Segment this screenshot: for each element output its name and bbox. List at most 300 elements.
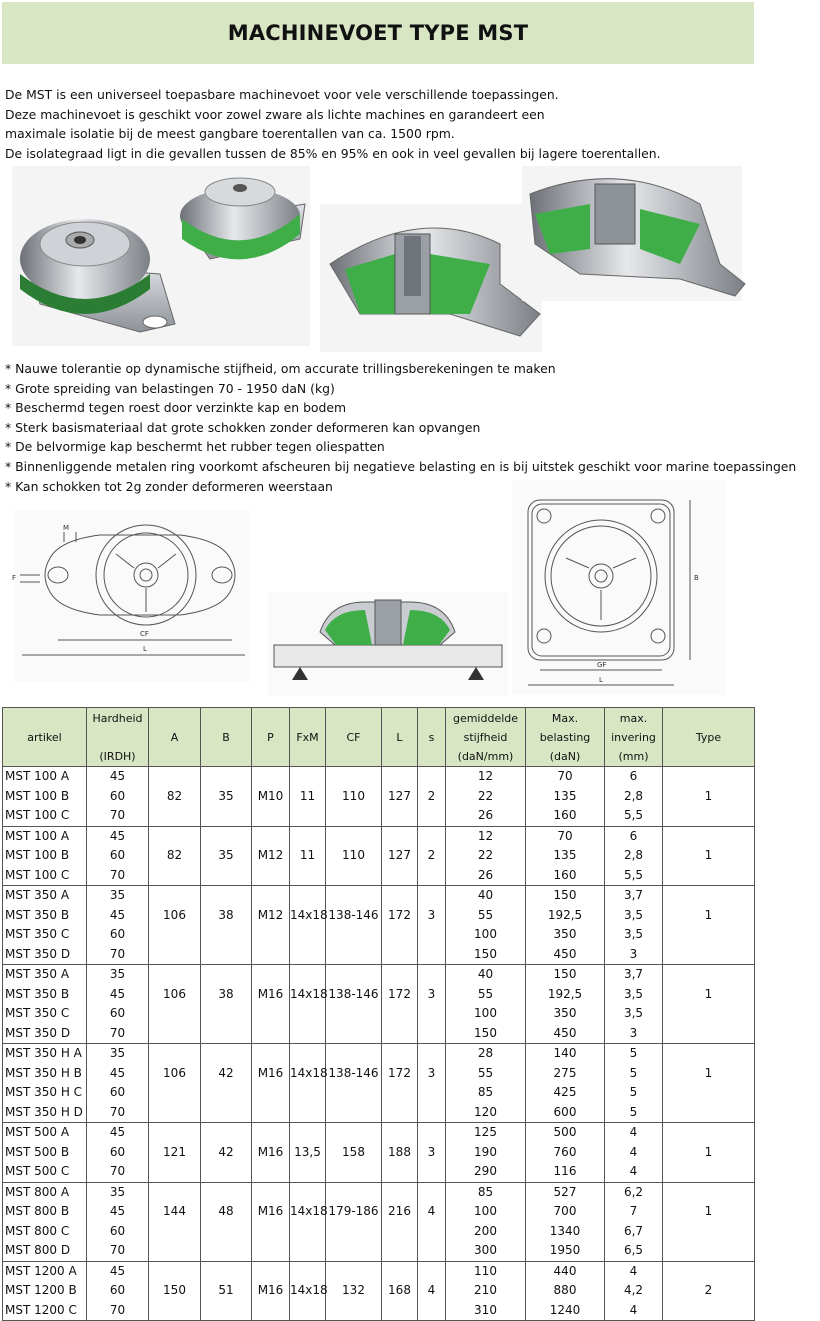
cell-type (663, 945, 755, 965)
cell-hardheid: 45 (87, 1202, 149, 1222)
cell-b (201, 965, 252, 985)
cell-cf (326, 1301, 382, 1321)
table-row (3, 1301, 755, 1321)
cell-a: 144 (149, 1202, 201, 1222)
cell-hardheid: 60 (87, 787, 149, 807)
cell-fxm (290, 925, 326, 945)
col-l: L (382, 708, 418, 767)
table-row (3, 1024, 755, 1044)
table-row (3, 1004, 755, 1024)
cell-s (418, 1261, 446, 1281)
cell-hardheid: 35 (87, 1182, 149, 1202)
table-row (3, 1261, 755, 1281)
cell-invering: 7 (605, 1202, 663, 1222)
cell-stijfheid: 55 (446, 985, 526, 1005)
col-p: P (252, 708, 290, 767)
spec-table-body (3, 767, 755, 1321)
drawing-label-f: F (12, 574, 17, 582)
cell-a (149, 1083, 201, 1103)
cell-type: 1 (663, 1064, 755, 1084)
drawing-label-l: L (143, 645, 147, 653)
cell-invering: 3,5 (605, 1004, 663, 1024)
cell-type (663, 1301, 755, 1321)
cell-cf: 138-146 (326, 985, 382, 1005)
cell-type (663, 767, 755, 787)
cell-fxm (290, 1083, 326, 1103)
cell-fxm (290, 1241, 326, 1261)
cell-s (418, 965, 446, 985)
cell-belasting: 275 (526, 1064, 605, 1084)
table-row (3, 985, 755, 1005)
cell-belasting: 760 (526, 1143, 605, 1163)
table-header-row (3, 708, 755, 767)
cell-invering: 5 (605, 1103, 663, 1123)
cell-l: 168 (382, 1281, 418, 1301)
col-stijfheid: gemiddelde stijfheid (daN/mm) (446, 708, 526, 767)
cell-invering: 3 (605, 1024, 663, 1044)
drawing-label-b: B (694, 574, 699, 582)
cell-hardheid: 70 (87, 1024, 149, 1044)
cell-invering: 4 (605, 1301, 663, 1321)
cell-belasting: 350 (526, 925, 605, 945)
cell-artikel: MST 350 H A (3, 1044, 87, 1064)
cell-stijfheid: 26 (446, 866, 526, 886)
cell-cf (326, 1241, 382, 1261)
cell-a (149, 1222, 201, 1242)
cell-artikel: MST 350 B (3, 906, 87, 926)
cell-type (663, 826, 755, 846)
cell-type: 1 (663, 787, 755, 807)
cell-s (418, 1123, 446, 1143)
cell-type: 1 (663, 1143, 755, 1163)
cell-s: 3 (418, 985, 446, 1005)
cell-s (418, 1222, 446, 1242)
table-row (3, 866, 755, 886)
cell-l (382, 925, 418, 945)
cell-p (252, 1044, 290, 1064)
cell-s: 3 (418, 1143, 446, 1163)
drawing-type1-top (14, 510, 250, 682)
cell-fxm (290, 1222, 326, 1242)
table-row (3, 1064, 755, 1084)
cell-p (252, 1261, 290, 1281)
cell-l (382, 866, 418, 886)
cell-fxm (290, 1044, 326, 1064)
cell-s: 4 (418, 1202, 446, 1222)
cell-type: 1 (663, 846, 755, 866)
cell-p: M12 (252, 846, 290, 866)
cell-invering: 5,5 (605, 866, 663, 886)
col-fxm: FxM (290, 708, 326, 767)
cell-l (382, 965, 418, 985)
cell-b (201, 1182, 252, 1202)
cell-hardheid: 45 (87, 906, 149, 926)
cell-cf (326, 1182, 382, 1202)
cell-belasting: 192,5 (526, 906, 605, 926)
cell-stijfheid: 110 (446, 1261, 526, 1281)
cell-artikel: MST 100 B (3, 787, 87, 807)
spec-table (2, 707, 755, 1321)
cell-hardheid: 70 (87, 1241, 149, 1261)
cell-stijfheid: 290 (446, 1162, 526, 1182)
cell-b: 51 (201, 1281, 252, 1301)
cell-l: 172 (382, 985, 418, 1005)
cell-b: 38 (201, 985, 252, 1005)
cell-type: 1 (663, 1202, 755, 1222)
cell-hardheid: 35 (87, 1044, 149, 1064)
cell-cf (326, 925, 382, 945)
col-b: B (201, 708, 252, 767)
cell-belasting: 135 (526, 787, 605, 807)
cell-l (382, 826, 418, 846)
cell-invering: 3,5 (605, 925, 663, 945)
cell-a (149, 806, 201, 826)
cell-invering: 4 (605, 1261, 663, 1281)
product-photos (0, 164, 760, 354)
cell-s (418, 1044, 446, 1064)
cell-hardheid: 60 (87, 1281, 149, 1301)
cell-stijfheid: 26 (446, 806, 526, 826)
cell-invering: 4 (605, 1123, 663, 1143)
cell-stijfheid: 150 (446, 1024, 526, 1044)
cell-s (418, 1004, 446, 1024)
cell-artikel: MST 800 C (3, 1222, 87, 1242)
cell-a (149, 1301, 201, 1321)
cell-fxm: 14x18 (290, 1064, 326, 1084)
cell-invering: 2,8 (605, 846, 663, 866)
cell-b: 35 (201, 846, 252, 866)
cell-belasting: 140 (526, 1044, 605, 1064)
cell-l (382, 1261, 418, 1281)
cell-artikel: MST 100 B (3, 846, 87, 866)
cell-b: 48 (201, 1202, 252, 1222)
table-row (3, 945, 755, 965)
table-row (3, 767, 755, 787)
cell-type (663, 1182, 755, 1202)
cell-stijfheid: 100 (446, 925, 526, 945)
cell-l (382, 886, 418, 906)
cell-a: 82 (149, 846, 201, 866)
cell-cf (326, 767, 382, 787)
cell-cf (326, 1123, 382, 1143)
cell-p: M16 (252, 1064, 290, 1084)
cell-belasting: 880 (526, 1281, 605, 1301)
cell-s (418, 866, 446, 886)
cell-hardheid: 60 (87, 846, 149, 866)
col-invering: max. invering (mm) (605, 708, 663, 767)
col-belasting: Max. belasting (daN) (526, 708, 605, 767)
feature-item: * Sterk basismateriaal dat grote schokken zonder deformeren kan opvangen (5, 419, 481, 435)
cell-type (663, 1004, 755, 1024)
cell-hardheid: 60 (87, 925, 149, 945)
cell-a (149, 1024, 201, 1044)
table-row (3, 1103, 755, 1123)
cell-hardheid: 70 (87, 1103, 149, 1123)
cell-fxm (290, 886, 326, 906)
cell-fxm: 11 (290, 846, 326, 866)
cell-stijfheid: 300 (446, 1241, 526, 1261)
cell-p: M12 (252, 906, 290, 926)
cell-stijfheid: 210 (446, 1281, 526, 1301)
table-row (3, 1123, 755, 1143)
cell-a (149, 1044, 201, 1064)
cell-b (201, 1301, 252, 1321)
cell-b (201, 1083, 252, 1103)
table-row (3, 965, 755, 985)
cell-belasting: 450 (526, 945, 605, 965)
cell-cf (326, 1004, 382, 1024)
cell-l (382, 1103, 418, 1123)
cell-s (418, 826, 446, 846)
cell-artikel: MST 500 A (3, 1123, 87, 1143)
cell-cf: 138-146 (326, 1064, 382, 1084)
table-row (3, 1202, 755, 1222)
cell-a: 106 (149, 906, 201, 926)
cell-a (149, 826, 201, 846)
cell-s: 2 (418, 846, 446, 866)
cell-type (663, 806, 755, 826)
cell-fxm (290, 767, 326, 787)
cell-s (418, 806, 446, 826)
cell-p: M10 (252, 787, 290, 807)
cell-b (201, 1123, 252, 1143)
cell-artikel: MST 500 B (3, 1143, 87, 1163)
cell-belasting: 600 (526, 1103, 605, 1123)
cell-a (149, 1182, 201, 1202)
cell-artikel: MST 100 C (3, 806, 87, 826)
cell-b (201, 1044, 252, 1064)
cell-stijfheid: 55 (446, 1064, 526, 1084)
cell-s (418, 1301, 446, 1321)
cell-hardheid: 70 (87, 866, 149, 886)
col-cf: CF (326, 708, 382, 767)
cell-belasting: 150 (526, 886, 605, 906)
cell-artikel: MST 350 D (3, 945, 87, 965)
cell-p (252, 1241, 290, 1261)
cell-fxm: 14x18 (290, 1202, 326, 1222)
cell-stijfheid: 190 (446, 1143, 526, 1163)
table-row (3, 826, 755, 846)
cell-b (201, 1103, 252, 1123)
table-row (3, 1222, 755, 1242)
cell-type (663, 1044, 755, 1064)
feature-item: * Binnenliggende metalen ring voorkomt afscheuren bij negatieve belasting en is bij uitstek geschikt voor marine toepassingen (5, 458, 797, 474)
cell-hardheid: 45 (87, 1261, 149, 1281)
cell-l: 216 (382, 1202, 418, 1222)
cell-type (663, 965, 755, 985)
cell-stijfheid: 200 (446, 1222, 526, 1242)
cell-stijfheid: 40 (446, 965, 526, 985)
cell-cf (326, 945, 382, 965)
cell-hardheid: 45 (87, 1064, 149, 1084)
cell-l (382, 806, 418, 826)
cell-belasting: 70 (526, 826, 605, 846)
cell-type: 1 (663, 906, 755, 926)
cell-hardheid: 45 (87, 826, 149, 846)
cell-belasting: 116 (526, 1162, 605, 1182)
cell-type (663, 1261, 755, 1281)
table-row (3, 1162, 755, 1182)
cell-p (252, 1222, 290, 1242)
cell-type (663, 1222, 755, 1242)
cell-belasting: 70 (526, 767, 605, 787)
drawing-label-cf: CF (140, 630, 149, 638)
cell-cf: 110 (326, 787, 382, 807)
cell-stijfheid: 40 (446, 886, 526, 906)
cell-l (382, 1044, 418, 1064)
cell-cf (326, 1103, 382, 1123)
cell-a (149, 1123, 201, 1143)
cell-l (382, 1301, 418, 1321)
cell-cf: 138-146 (326, 906, 382, 926)
drawing-type2-top (512, 480, 726, 695)
feature-item: * Grote spreiding van belastingen 70 - 1950 daN (kg) (5, 380, 335, 396)
cell-a: 106 (149, 1064, 201, 1084)
cell-cf (326, 1083, 382, 1103)
cell-s (418, 1182, 446, 1202)
table-row (3, 1044, 755, 1064)
cell-fxm: 14x18 (290, 906, 326, 926)
cell-invering: 6,7 (605, 1222, 663, 1242)
cell-fxm (290, 1004, 326, 1024)
cell-s (418, 1024, 446, 1044)
cell-hardheid: 70 (87, 1162, 149, 1182)
cell-fxm (290, 1301, 326, 1321)
cell-b (201, 1222, 252, 1242)
cell-a (149, 1103, 201, 1123)
cell-type (663, 925, 755, 945)
cell-hardheid: 70 (87, 945, 149, 965)
cell-stijfheid: 55 (446, 906, 526, 926)
cell-type (663, 1083, 755, 1103)
cell-b: 35 (201, 787, 252, 807)
cell-artikel: MST 350 D (3, 1024, 87, 1044)
cell-a (149, 965, 201, 985)
feature-item: * Beschermd tegen roest door verzinkte kap en bodem (5, 400, 347, 416)
cell-cf (326, 826, 382, 846)
cell-artikel: MST 350 B (3, 985, 87, 1005)
cell-a (149, 1162, 201, 1182)
cell-s (418, 1162, 446, 1182)
cell-fxm (290, 945, 326, 965)
cell-s (418, 1103, 446, 1123)
cell-a (149, 767, 201, 787)
cell-artikel: MST 1200 C (3, 1301, 87, 1321)
cell-b (201, 886, 252, 906)
cell-b (201, 826, 252, 846)
cell-invering: 3,5 (605, 906, 663, 926)
intro-line: De isolategraad ligt in die gevallen tussen de 85% en 95% en ook in veel gevallen bij lagere toerentallen. (5, 145, 661, 161)
cell-p (252, 1123, 290, 1143)
cell-invering: 5 (605, 1044, 663, 1064)
cell-p (252, 1162, 290, 1182)
cell-type (663, 886, 755, 906)
cell-cf: 110 (326, 846, 382, 866)
cell-p (252, 886, 290, 906)
table-row (3, 906, 755, 926)
cell-belasting: 425 (526, 1083, 605, 1103)
intro-text (5, 85, 755, 163)
cell-invering: 4 (605, 1143, 663, 1163)
cell-b: 42 (201, 1143, 252, 1163)
cell-a: 82 (149, 787, 201, 807)
cell-stijfheid: 85 (446, 1182, 526, 1202)
cell-fxm: 14x18 (290, 1281, 326, 1301)
cell-belasting: 350 (526, 1004, 605, 1024)
intro-line: De MST is een universeel toepasbare machinevoet voor vele verschillende toepassingen. (5, 87, 559, 102)
cell-b (201, 767, 252, 787)
cell-cf: 179-186 (326, 1202, 382, 1222)
feature-list (5, 359, 805, 496)
cell-stijfheid: 22 (446, 846, 526, 866)
cell-p (252, 1301, 290, 1321)
col-s: s (418, 708, 446, 767)
cell-cf (326, 1024, 382, 1044)
cell-s: 3 (418, 906, 446, 926)
cell-hardheid: 60 (87, 1143, 149, 1163)
cell-p (252, 1182, 290, 1202)
cell-l (382, 945, 418, 965)
cell-p (252, 767, 290, 787)
cell-artikel: MST 800 B (3, 1202, 87, 1222)
cell-stijfheid: 125 (446, 1123, 526, 1143)
cell-stijfheid: 12 (446, 826, 526, 846)
cell-belasting: 450 (526, 1024, 605, 1044)
cell-stijfheid: 150 (446, 945, 526, 965)
cell-belasting: 440 (526, 1261, 605, 1281)
cell-invering: 6 (605, 767, 663, 787)
cell-belasting: 527 (526, 1182, 605, 1202)
cell-hardheid: 45 (87, 985, 149, 1005)
cell-invering: 3,7 (605, 886, 663, 906)
cell-l: 172 (382, 1064, 418, 1084)
cell-invering: 3,5 (605, 985, 663, 1005)
cell-cf (326, 866, 382, 886)
cell-invering: 6 (605, 826, 663, 846)
cell-fxm: 13,5 (290, 1143, 326, 1163)
cell-p (252, 945, 290, 965)
cell-a: 106 (149, 985, 201, 1005)
table-row (3, 1241, 755, 1261)
col-a: A (149, 708, 201, 767)
cell-a: 150 (149, 1281, 201, 1301)
table-row (3, 1182, 755, 1202)
cell-fxm (290, 806, 326, 826)
cell-type (663, 866, 755, 886)
cell-cf (326, 1261, 382, 1281)
cell-fxm (290, 1024, 326, 1044)
cell-p: M16 (252, 985, 290, 1005)
cell-cf (326, 886, 382, 906)
table-row (3, 925, 755, 945)
cell-l (382, 1004, 418, 1024)
cell-p (252, 1083, 290, 1103)
cell-fxm (290, 1182, 326, 1202)
cell-p: M16 (252, 1143, 290, 1163)
cell-belasting: 135 (526, 846, 605, 866)
cell-l (382, 1182, 418, 1202)
cell-s: 4 (418, 1281, 446, 1301)
cell-artikel: MST 350 A (3, 965, 87, 985)
cell-type (663, 1162, 755, 1182)
cell-s (418, 767, 446, 787)
cell-invering: 3 (605, 945, 663, 965)
cell-l (382, 1222, 418, 1242)
cell-cf (326, 1222, 382, 1242)
cell-invering: 2,8 (605, 787, 663, 807)
cell-l: 188 (382, 1143, 418, 1163)
photo-mount-pair (12, 166, 310, 346)
